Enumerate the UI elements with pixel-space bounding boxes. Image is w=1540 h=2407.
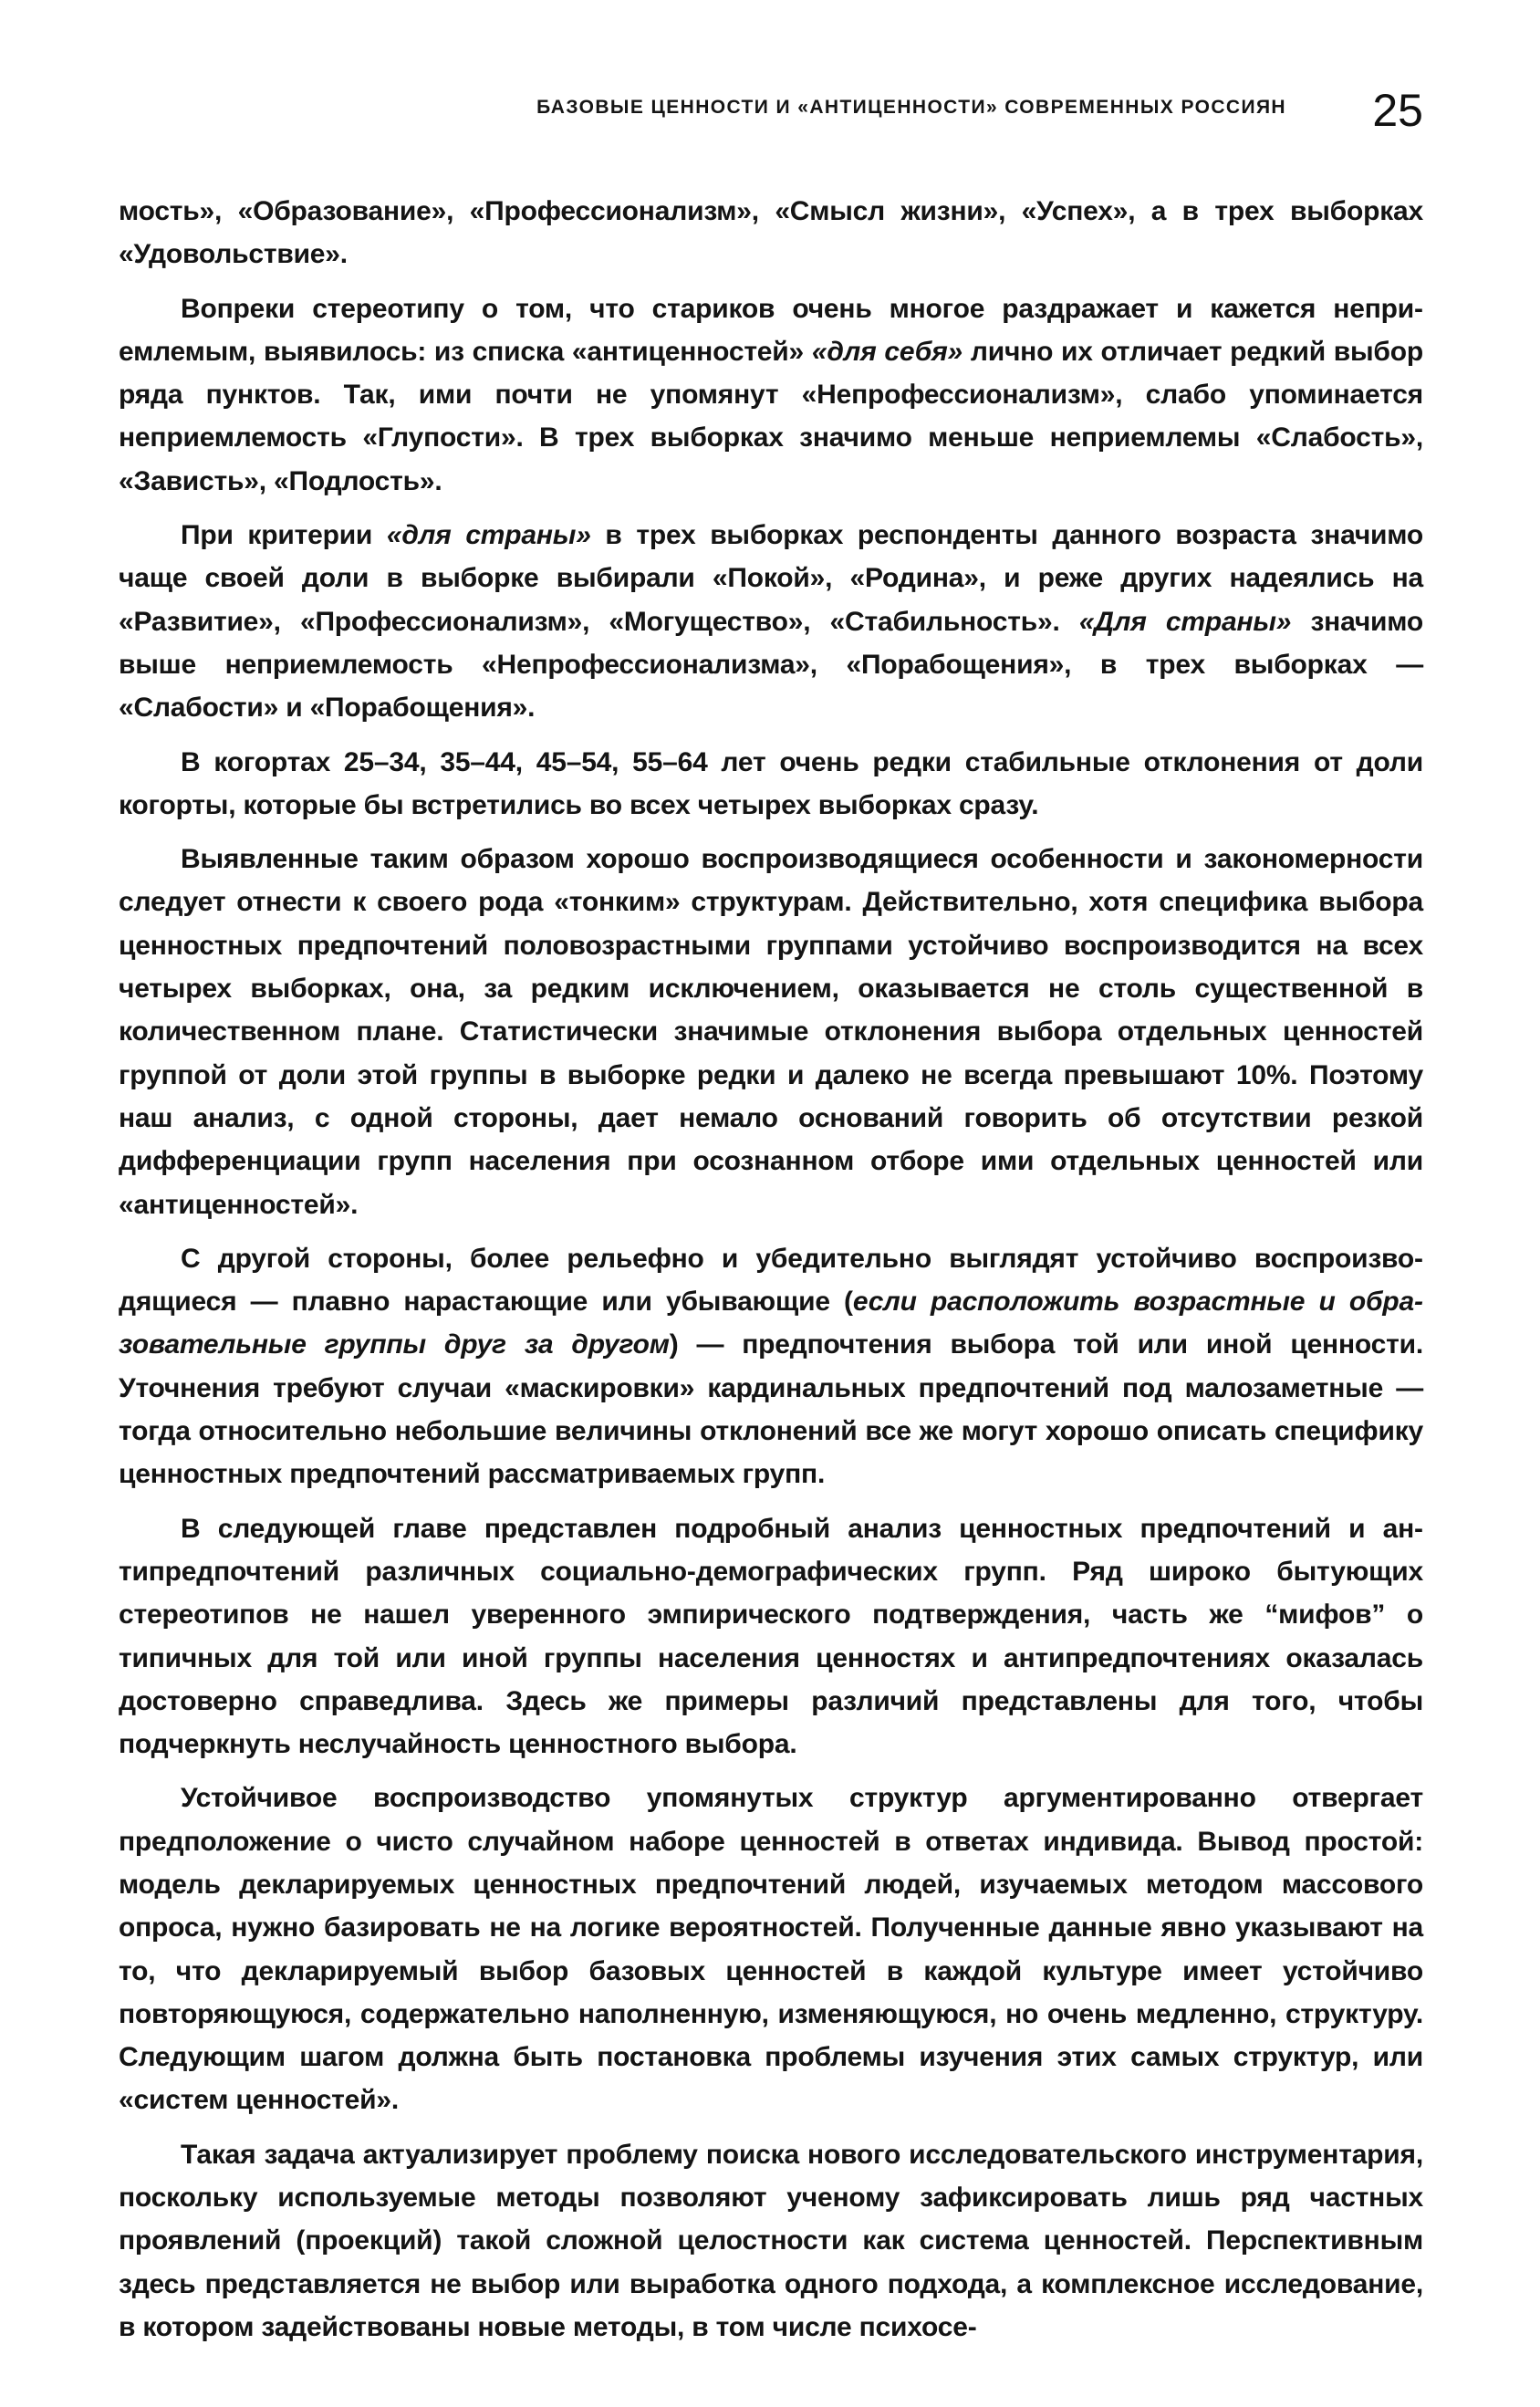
text-segment: Такая задача актуализирует проблему поиска нового исследовательского инструментария, поскольку используемые методы позволяют ученому зафиксировать лишь ряд частных проявлений (проекций) такой сложной целостности как система ценностей. Перспективным здесь представляется не выбор или выработка одного подхода, а комплексное исследование, в котором задействованы новые методы, в том числе психосе- (119, 2139, 1423, 2342)
paragraph-2 (119, 287, 1423, 503)
paragraph-7 (119, 1507, 1423, 1766)
text-segment: мость», «Образование», «Профессионализм», «Смысл жизни», «Успех», а в трех выборках «Удовольствие». (119, 196, 1423, 270)
paragraph-1 (119, 190, 1423, 276)
paragraph-9 (119, 2133, 1423, 2349)
text-segment: ) — предпочтения выбора той или иной ценности. Уточнения требуют случаи «маскировки» кардинальных предпочтений под малозаметные — тогда относительно небольшие величины отклонений все же могут хорошо описать специфику ценностных предпочтений рассматриваемых групп. (119, 1329, 1423, 1490)
text-segment: значимо выше неприемлемость «Непрофессионализма», «Порабощения», в трех выборках — «Слабости» и «Порабощения». (119, 606, 1423, 724)
paragraph-4 (119, 741, 1423, 828)
paragraph-3 (119, 514, 1423, 729)
text-segment: Вопреки стереотипу о том, что стариков очень многое раздражает и кажется неприемлемым, выявилось: из списка «антиценностей» (119, 293, 1423, 367)
paragraph-6 (119, 1237, 1423, 1496)
text-segment: Устойчивое воспроизводство упомянутых структур аргументированно отвергает предположение о чисто случайном наборе ценностей в ответах индивида. Вывод простой: модель декларируемых ценностных предпочтений людей, изучаемых методом массового опроса, нужно базировать не на логике вероятностей. Полученные данные явно указывают на то, что декларируемый выбор базовых ценностей в каждой культуре имеет устойчиво повторяющуюся, содержательно наполненную, изменяющуюся, но очень медленно, структуру. Следующим шагом должна быть постановка проблемы изучения этих самых структур, или «систем ценностей». (119, 1783, 1423, 2116)
text-segment: Выявленные таким образом хорошо воспроизводящиеся особенности и закономерности следует отнести к своего рода «тонким» структурам. Действительно, хотя специфика выбора ценностных предпочтений половозрастными группами устойчиво воспроизводится на всех четырех выборках, она, за редким исключением, оказывается не столь существенной в количественном плане. Статистически значимые отклонения выбора отдельных ценностей группой от доли этой группы в выборке редки и далеко не всегда превышают 10%. Поэтому наш анализ, с одной стороны, дает немало оснований говорить об отсутствии резкой дифференциации групп населения при осознанном отборе ими отдельных ценностей или «антиценностей». (119, 844, 1423, 1220)
text-segment: в трех выборках респонденты данного возраста значимо чаще своей доли в выборке выбирали «Покой», «Родина», и реже других надеялись на «Развитие», «Профессионализм», «Могущество», «Стабильность». (119, 520, 1423, 637)
emphasis-segment: «для страны» (386, 520, 591, 551)
body-text (119, 190, 1423, 2349)
text-segment: лично их отличает редкий выбор ряда пунктов. Так, ими почти не упомянут «Непрофессионализм», слабо упоминается неприемлемость «Глупости». В трех выборках значимо меньше неприемлемы «Слабость», «Зависть», «Подлость». (119, 336, 1423, 496)
running-head (119, 85, 1423, 161)
paragraph-5 (119, 838, 1423, 1226)
emphasis-segment: «для себя» (811, 336, 963, 367)
emphasis-segment: если расположить возрастные и образовательные группы друг за другом (119, 1287, 1423, 1360)
text-segment: В следующей главе представлен подробный анализ ценностных предпочтений и антипредпочтений различных социально-демографических групп. Ряд широко бытующих стереотипов не нашел уверенного эмпирического подтверждения, часть же “мифов” о типичных для той или иной группы населения ценностях и антипредпочтениях оказалась достоверно справедлива. Здесь же примеры различий представлены для того, чтобы подчеркнуть неслучайность ценностного выбора. (119, 1513, 1423, 1760)
text-segment: В когортах 25–34, 35–44, 45–54, 55–64 лет очень редки стабильные отклонения от доли когорты, которые бы встретились во всех четырех выборках сразу. (119, 746, 1423, 820)
emphasis-segment: «Для страны» (1078, 606, 1292, 637)
text-segment: С другой стороны, более рельефно и убедительно выглядят устойчиво воспроизводящиеся — плавно нарастающие или убывающие ( (119, 1243, 1423, 1318)
paragraph-8 (119, 1777, 1423, 2121)
text-segment: При критерии (181, 520, 387, 551)
page-number: 25 (1372, 85, 1423, 136)
running-title: БАЗОВЫЕ ЦЕННОСТИ И «АНТИЦЕННОСТИ» СОВРЕМЕННЫХ РОССИЯН (536, 97, 1286, 118)
